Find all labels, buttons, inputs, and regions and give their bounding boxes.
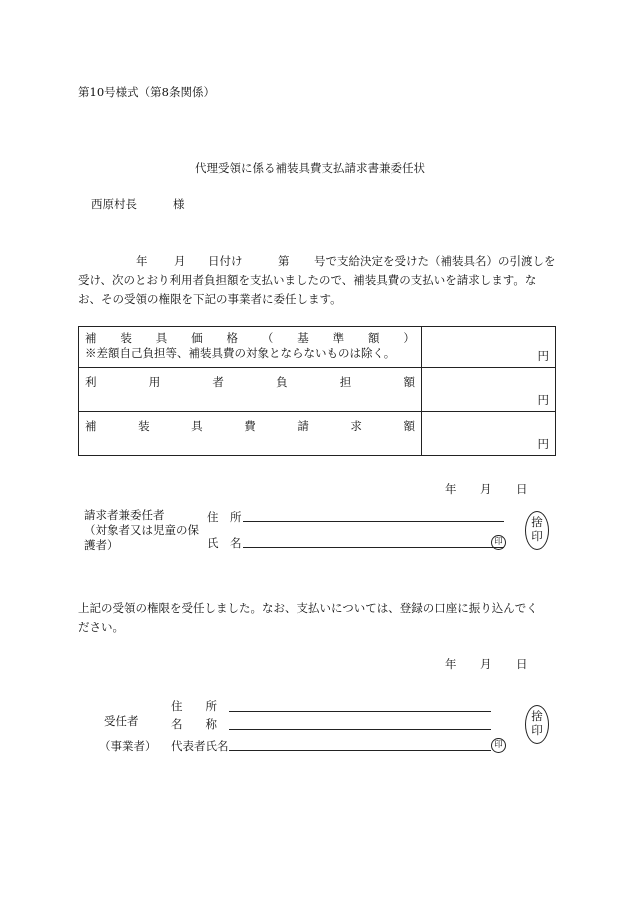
label-char: 額 — [368, 331, 380, 345]
claimant-label-3: 護者） — [84, 538, 119, 552]
stamp-char: 印 — [531, 529, 543, 543]
form-number: 第10号様式（第8条関係） — [78, 85, 215, 99]
claimant-seal-mark: 印 — [491, 535, 506, 550]
stamp-char: 印 — [531, 723, 543, 737]
date1-year: 年 — [445, 482, 457, 496]
intro-date-suffix: 日付け — [208, 254, 243, 268]
agent-business-label: （事業者） — [99, 739, 157, 753]
agent-address-field[interactable] — [229, 697, 491, 712]
date2-day: 日 — [516, 657, 528, 671]
intro-year: 年 — [136, 254, 148, 268]
label-char: （ — [261, 331, 274, 345]
label-char: 具 — [191, 419, 203, 433]
label-char: 請 — [297, 419, 309, 433]
row-note: ※差額自己負担等、補装具費の対象とならないものは除く。 — [85, 345, 396, 360]
label-char: 利 — [85, 375, 97, 389]
date1-day: 日 — [516, 482, 528, 496]
agent-discard-stamp — [525, 705, 549, 744]
amount-cell[interactable] — [422, 327, 556, 368]
date2-month: 月 — [480, 657, 492, 671]
claimant-label: 請求者兼委任者 — [84, 508, 165, 522]
label-char: 者 — [212, 375, 224, 389]
amount-cell[interactable] — [422, 412, 556, 456]
table-row — [79, 412, 556, 456]
label-char: 求 — [350, 419, 362, 433]
intro-line2: 受け、次のとおり利用者負担額を支払いましたので、補装具費の支払いを請求します。な — [78, 273, 537, 287]
addressee-name: 西原村長 — [91, 197, 137, 211]
label-char: 装 — [138, 419, 150, 433]
label-char: 準 — [332, 331, 345, 345]
agent-address-label: 住 所 — [171, 699, 217, 713]
label-char: 装 — [120, 331, 132, 345]
label-char: 額 — [403, 419, 415, 433]
amount-table — [78, 326, 556, 456]
label-char: 格 — [226, 331, 238, 345]
date2-year: 年 — [445, 657, 457, 671]
acceptance-line1: 上記の受領の権限を受任しました。なお、支払いについては、登録の口座に振り込んでく — [78, 601, 538, 615]
stamp-char: 捨 — [531, 515, 543, 529]
yen-unit: 円 — [537, 349, 549, 364]
yen-unit: 円 — [537, 437, 549, 452]
agent-rep-field[interactable] — [229, 736, 491, 751]
agent-rep-label: 代表者氏名 — [171, 739, 229, 753]
agent-seal-mark: 印 — [491, 738, 506, 753]
label-char: 具 — [155, 331, 168, 345]
row-label-text — [85, 418, 415, 436]
intro-month: 月 — [174, 254, 186, 268]
document-title: 代理受領に係る補装具費支払請求書兼委任状 — [195, 161, 425, 175]
intro-number-prefix: 第 — [278, 254, 290, 268]
label-char: 価 — [191, 331, 203, 345]
agent-name-field[interactable] — [229, 715, 491, 730]
label-char: 補 — [85, 331, 97, 345]
acceptance-line2: ださい。 — [78, 620, 124, 634]
row-label-text — [85, 374, 415, 392]
label-char: 担 — [339, 375, 352, 389]
agent-label: 受任者 — [104, 714, 139, 728]
claimant-discard-stamp — [525, 511, 549, 550]
table-row — [79, 368, 556, 412]
date1-month: 月 — [480, 482, 492, 496]
label-char: 用 — [148, 375, 161, 389]
agent-name-label: 名 称 — [171, 717, 217, 731]
claimant-address-field[interactable] — [243, 507, 504, 522]
amount-cell[interactable] — [422, 368, 556, 412]
label-char: 補 — [85, 419, 97, 433]
claimant-name-field[interactable] — [243, 533, 504, 548]
row-label — [79, 368, 422, 412]
table-row — [79, 327, 556, 368]
label-char: 負 — [276, 375, 288, 389]
stamp-char: 捨 — [531, 709, 543, 723]
row-label — [79, 327, 422, 368]
row-label — [79, 412, 422, 456]
claimant-address-label: 住 所 — [207, 510, 242, 524]
claimant-name-label: 氏 名 — [207, 536, 242, 550]
intro-line3: お、その受領の権限を下記の事業者に委任します。 — [78, 292, 342, 306]
yen-unit: 円 — [537, 393, 549, 408]
label-char: 額 — [403, 375, 415, 389]
label-char: ） — [403, 331, 415, 345]
label-char: 費 — [244, 419, 256, 433]
claimant-label-2: （対象者又は児童の保 — [84, 523, 199, 537]
addressee-honorific: 様 — [173, 197, 185, 211]
label-char: 基 — [297, 331, 309, 345]
intro-line1: 号で支給決定を受けた（補装具名）の引渡しを — [314, 254, 556, 268]
